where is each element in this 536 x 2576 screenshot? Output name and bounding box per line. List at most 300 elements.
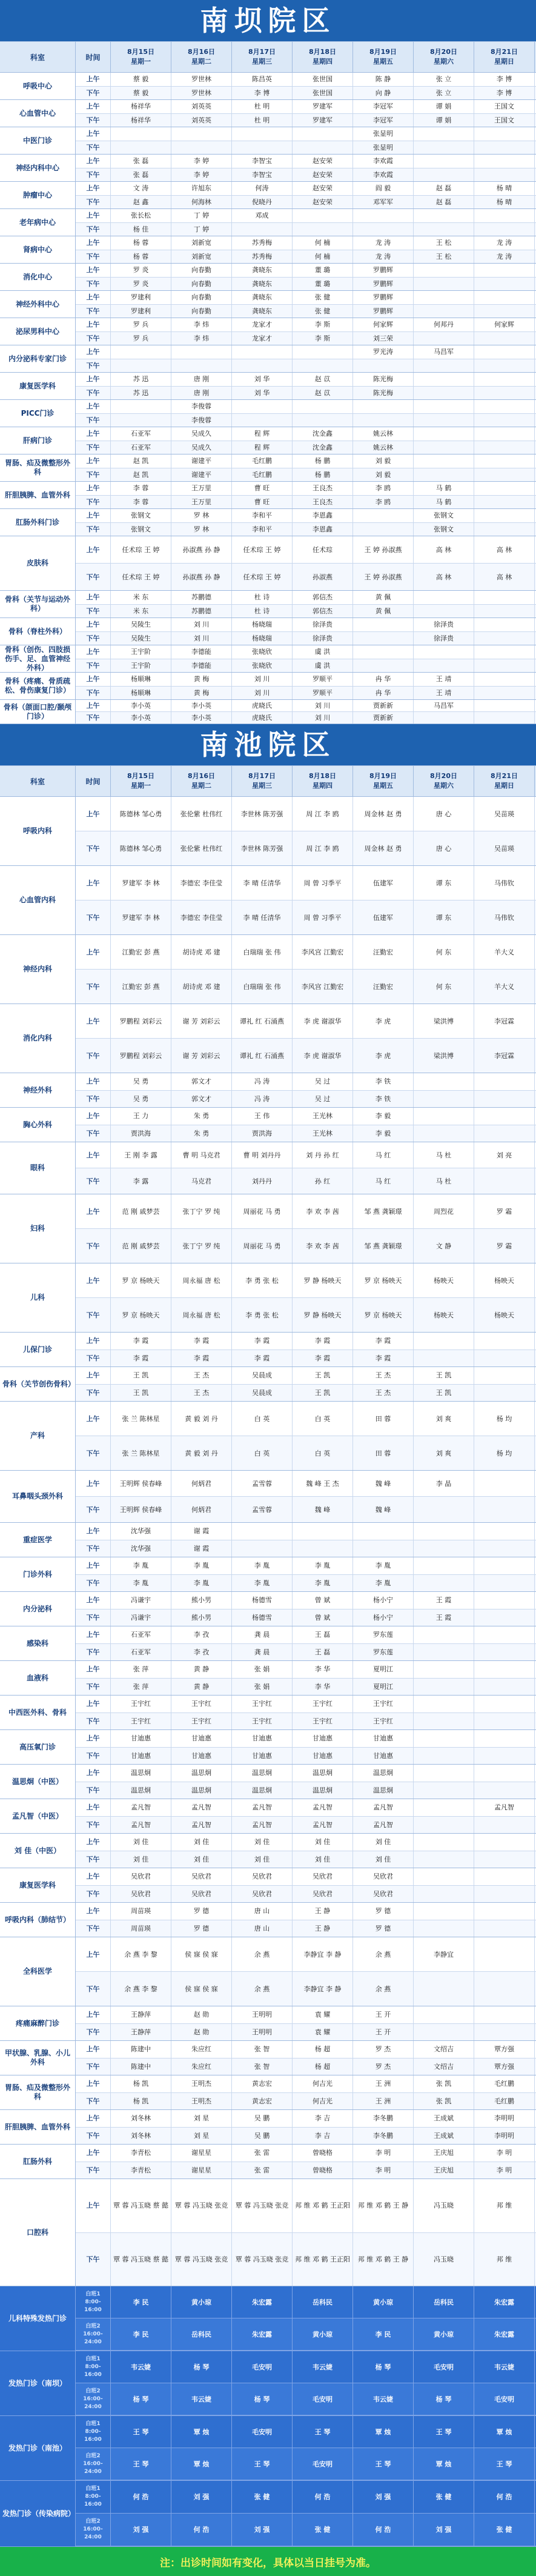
- doctor-cell[interactable]: 李 虎: [353, 1004, 414, 1038]
- doctor-cell[interactable]: 马 红: [353, 1142, 414, 1168]
- doctor-cell[interactable]: 杨映天: [474, 1298, 535, 1332]
- doctor-cell[interactable]: 唐 刚: [171, 387, 232, 400]
- doctor-cell[interactable]: 谭 东: [414, 900, 474, 934]
- doctor-cell[interactable]: 周丽花 马 勇: [232, 1229, 293, 1263]
- doctor-cell[interactable]: 王 静: [293, 1903, 353, 1920]
- doctor-cell[interactable]: 陈昌英: [232, 73, 293, 86]
- doctor-cell[interactable]: 白 英: [293, 1402, 353, 1436]
- doctor-cell[interactable]: 马 杜: [414, 1168, 474, 1194]
- doctor-cell[interactable]: 张世国: [293, 73, 353, 86]
- doctor-cell[interactable]: 王 凯: [111, 1385, 171, 1402]
- doctor-cell[interactable]: 张显明: [353, 141, 414, 155]
- doctor-cell[interactable]: 覃 烛: [353, 2416, 414, 2448]
- doctor-cell[interactable]: 王 静: [293, 1920, 353, 1937]
- doctor-cell[interactable]: 李明明: [474, 2128, 535, 2145]
- doctor-cell[interactable]: 罗 德: [171, 1903, 232, 1920]
- doctor-cell[interactable]: 阎 毅: [353, 182, 414, 195]
- doctor-cell[interactable]: 文绍吉: [414, 2058, 474, 2075]
- doctor-cell[interactable]: 岳科民: [414, 2286, 474, 2318]
- doctor-cell[interactable]: 王 开: [353, 2006, 414, 2023]
- doctor-cell[interactable]: 王静萍: [111, 2006, 171, 2023]
- doctor-cell[interactable]: 杨映天: [414, 1298, 474, 1332]
- doctor-cell[interactable]: 吴欣君: [232, 1886, 293, 1903]
- doctor-cell[interactable]: 夏明江: [353, 1679, 414, 1696]
- doctor-cell[interactable]: 曹 旺: [232, 482, 293, 495]
- doctor-cell[interactable]: 李 晶: [414, 1471, 474, 1496]
- doctor-cell[interactable]: 张伦紫 杜伟红: [171, 797, 232, 831]
- doctor-cell[interactable]: 王 霞: [414, 1592, 474, 1609]
- doctor-cell[interactable]: 李 胤: [293, 1575, 353, 1592]
- doctor-cell[interactable]: 罗世林: [171, 87, 232, 100]
- doctor-cell[interactable]: 杨 琴: [353, 2351, 414, 2383]
- doctor-cell[interactable]: 刘新宽: [171, 250, 232, 264]
- doctor-cell[interactable]: 王万里: [171, 496, 232, 509]
- doctor-cell[interactable]: 王明辉 侯春峰: [111, 1471, 171, 1496]
- doctor-cell[interactable]: 覃方强: [474, 2058, 535, 2075]
- doctor-cell[interactable]: 赵安荣: [293, 168, 353, 182]
- doctor-cell[interactable]: 谢星星: [171, 2162, 232, 2179]
- doctor-cell[interactable]: 李 霞: [353, 1350, 414, 1367]
- doctor-cell[interactable]: 陈 静: [353, 73, 414, 86]
- doctor-cell[interactable]: 孟雪蓉: [232, 1471, 293, 1496]
- doctor-cell[interactable]: 韦云婕: [111, 2351, 171, 2383]
- doctor-cell[interactable]: 李青松: [111, 2145, 171, 2162]
- doctor-cell[interactable]: 罗 林: [171, 523, 232, 536]
- doctor-cell[interactable]: 侯 寐 侯 寐: [171, 1972, 232, 2006]
- doctor-cell[interactable]: 李 民: [353, 2318, 414, 2350]
- doctor-cell[interactable]: 周 江 李 鸥: [293, 831, 353, 865]
- doctor-cell[interactable]: 贾新新: [353, 712, 414, 724]
- doctor-cell[interactable]: 孟凡智: [474, 1799, 535, 1816]
- doctor-cell[interactable]: 刘 佳: [171, 1834, 232, 1851]
- doctor-cell[interactable]: 王宇红: [171, 1696, 232, 1712]
- doctor-cell[interactable]: 甘迪惠: [232, 1748, 293, 1765]
- doctor-cell[interactable]: 罗 京 杨映天: [353, 1298, 414, 1332]
- doctor-cell[interactable]: 张 立: [414, 73, 474, 86]
- doctor-cell[interactable]: 张 雷: [232, 2145, 293, 2162]
- doctor-cell[interactable]: 王 琴: [293, 2416, 353, 2448]
- doctor-cell[interactable]: 王成斌: [414, 2128, 474, 2145]
- doctor-cell[interactable]: 李 虎 谢淑华: [293, 1039, 353, 1073]
- doctor-cell[interactable]: 张显明: [353, 127, 414, 141]
- doctor-cell[interactable]: 李俊蓉: [171, 400, 232, 413]
- doctor-cell[interactable]: 毛红鹏: [232, 454, 293, 468]
- doctor-cell[interactable]: 罗顺平: [293, 673, 353, 686]
- doctor-cell[interactable]: 任术琮 王 婷: [111, 564, 171, 590]
- doctor-cell[interactable]: 吴欣君: [293, 1886, 353, 1903]
- doctor-cell[interactable]: 李 胤: [293, 1557, 353, 1574]
- doctor-cell[interactable]: 刘 佳: [353, 1851, 414, 1868]
- doctor-cell[interactable]: 周丽花 马 勇: [232, 1194, 293, 1228]
- doctor-cell[interactable]: 何 浩: [111, 2481, 171, 2513]
- doctor-cell[interactable]: 覃 蓉 冯玉晓 张竞: [171, 2179, 232, 2232]
- doctor-cell[interactable]: 罗建军: [293, 114, 353, 127]
- doctor-cell[interactable]: 何 楠: [293, 250, 353, 264]
- doctor-cell[interactable]: 吴欣君: [111, 1868, 171, 1885]
- doctor-cell[interactable]: 毛安明: [232, 2416, 293, 2448]
- doctor-cell[interactable]: 苏 迅: [111, 387, 171, 400]
- doctor-cell[interactable]: 伍建军: [353, 866, 414, 900]
- doctor-cell[interactable]: 李 霞: [353, 1333, 414, 1350]
- doctor-cell[interactable]: 朱应红: [171, 2058, 232, 2075]
- doctor-cell[interactable]: 孟凡智: [232, 1817, 293, 1834]
- doctor-cell[interactable]: 罗建军 李 林: [111, 866, 171, 900]
- doctor-cell[interactable]: 杨小宁: [353, 1592, 414, 1609]
- doctor-cell[interactable]: 黄 静: [171, 1661, 232, 1678]
- doctor-cell[interactable]: 沈华强: [111, 1540, 171, 1557]
- doctor-cell[interactable]: 甘迪惠: [353, 1730, 414, 1747]
- doctor-cell[interactable]: 徐泽贵: [414, 632, 474, 645]
- doctor-cell[interactable]: 张晓欣: [232, 659, 293, 673]
- doctor-cell[interactable]: 刘 川: [232, 687, 293, 700]
- doctor-cell[interactable]: 张 凯: [414, 2075, 474, 2092]
- doctor-cell[interactable]: 张 健: [293, 291, 353, 304]
- doctor-cell[interactable]: 刘 佳: [111, 1834, 171, 1851]
- doctor-cell[interactable]: 罗鹏程 刘彩云: [111, 1039, 171, 1073]
- doctor-cell[interactable]: 苏 迅: [111, 373, 171, 386]
- doctor-cell[interactable]: 吴欣君: [293, 1868, 353, 1885]
- doctor-cell[interactable]: 孟凡智: [293, 1817, 353, 1834]
- doctor-cell[interactable]: 谭 东: [414, 866, 474, 900]
- doctor-cell[interactable]: 李 胤: [232, 1557, 293, 1574]
- doctor-cell[interactable]: 唐 心: [414, 797, 474, 831]
- doctor-cell[interactable]: 郭信杰: [293, 605, 353, 618]
- doctor-cell[interactable]: 虞 洪: [293, 659, 353, 673]
- doctor-cell[interactable]: 李 胤: [171, 1575, 232, 1592]
- doctor-cell[interactable]: 何 东: [414, 970, 474, 1003]
- doctor-cell[interactable]: 周 曾 习季平: [293, 866, 353, 900]
- doctor-cell[interactable]: 王宇红: [293, 1713, 353, 1730]
- doctor-cell[interactable]: 赵安荣: [293, 196, 353, 209]
- doctor-cell[interactable]: 刘 佳: [293, 1834, 353, 1851]
- doctor-cell[interactable]: 李世林 陈芳强: [232, 831, 293, 865]
- doctor-cell[interactable]: 邹 燕 龚颖璟: [353, 1194, 414, 1228]
- doctor-cell[interactable]: 李 霞: [111, 1333, 171, 1350]
- doctor-cell[interactable]: 赵 苡: [293, 387, 353, 400]
- doctor-cell[interactable]: 李 霞: [111, 1350, 171, 1367]
- doctor-cell[interactable]: 李风宫 江勤宏: [293, 970, 353, 1003]
- doctor-cell[interactable]: 王 凯: [293, 1385, 353, 1402]
- doctor-cell[interactable]: 张 娟: [232, 1679, 293, 1696]
- doctor-cell[interactable]: 李冬鹏: [353, 2128, 414, 2145]
- doctor-cell[interactable]: 王明明: [232, 2024, 293, 2041]
- doctor-cell[interactable]: 李冠军: [353, 100, 414, 113]
- doctor-cell[interactable]: 张 健: [293, 305, 353, 318]
- doctor-cell[interactable]: 马伟钦: [474, 900, 535, 934]
- doctor-cell[interactable]: 李 欢 李 茜: [293, 1194, 353, 1228]
- doctor-cell[interactable]: 李 婷: [171, 168, 232, 182]
- doctor-cell[interactable]: 罗 兵: [111, 318, 171, 331]
- doctor-cell[interactable]: 李德能: [171, 659, 232, 673]
- doctor-cell[interactable]: 罗 德: [353, 1903, 414, 1920]
- doctor-cell[interactable]: 刘 强: [111, 2514, 171, 2546]
- doctor-cell[interactable]: 何涛: [232, 182, 293, 195]
- doctor-cell[interactable]: 李智宝: [232, 168, 293, 182]
- doctor-cell[interactable]: 文 静: [414, 1229, 474, 1263]
- doctor-cell[interactable]: 谢 芳 刘彩云: [171, 1004, 232, 1038]
- doctor-cell[interactable]: 魏 峰: [353, 1471, 414, 1496]
- doctor-cell[interactable]: 白瑞瑞 张 伟: [232, 970, 293, 1003]
- doctor-cell[interactable]: 龚晓东: [232, 278, 293, 291]
- doctor-cell[interactable]: 杨 鹏: [293, 468, 353, 482]
- doctor-cell[interactable]: 李冠霖: [474, 1004, 535, 1038]
- doctor-cell[interactable]: 刘 强: [414, 2514, 474, 2546]
- doctor-cell[interactable]: 苏秀梅: [232, 250, 293, 264]
- doctor-cell[interactable]: 冯 涛: [232, 1073, 293, 1090]
- doctor-cell[interactable]: 谢建平: [171, 454, 232, 468]
- doctor-cell[interactable]: 王 凯: [414, 1367, 474, 1384]
- doctor-cell[interactable]: 甘迪惠: [111, 1748, 171, 1765]
- doctor-cell[interactable]: 罗 静 杨映天: [293, 1298, 353, 1332]
- doctor-cell[interactable]: 孟雪蓉: [232, 1497, 293, 1522]
- doctor-cell[interactable]: 胡诗虎 邓 建: [171, 935, 232, 969]
- doctor-cell[interactable]: 王 琴: [111, 2448, 171, 2480]
- doctor-cell[interactable]: 李 明: [474, 2162, 535, 2179]
- doctor-cell[interactable]: 周永福 唐 松: [171, 1298, 232, 1332]
- doctor-cell[interactable]: 李 鸥: [353, 496, 414, 509]
- doctor-cell[interactable]: 朱宏露: [232, 2318, 293, 2350]
- doctor-cell[interactable]: 李和平: [232, 523, 293, 536]
- doctor-cell[interactable]: 毛安明: [293, 2448, 353, 2480]
- doctor-cell[interactable]: 石亚军: [111, 441, 171, 454]
- doctor-cell[interactable]: 余 燕 李 黎: [111, 1972, 171, 2006]
- doctor-cell[interactable]: 李 胤: [353, 1557, 414, 1574]
- doctor-cell[interactable]: 何 浩: [171, 2514, 232, 2546]
- doctor-cell[interactable]: 张 萍: [111, 1661, 171, 1678]
- doctor-cell[interactable]: 沈金鑫: [293, 441, 353, 454]
- doctor-cell[interactable]: 王 琴: [414, 2416, 474, 2448]
- doctor-cell[interactable]: 李欢霞: [353, 155, 414, 168]
- doctor-cell[interactable]: 余 燕: [232, 1937, 293, 1971]
- doctor-cell[interactable]: 赵安荣: [293, 155, 353, 168]
- doctor-cell[interactable]: 刘 强: [171, 2481, 232, 2513]
- doctor-cell[interactable]: 李 博: [474, 87, 535, 100]
- doctor-cell[interactable]: 温思炯: [171, 1765, 232, 1782]
- doctor-cell[interactable]: 黄 佩: [353, 605, 414, 618]
- doctor-cell[interactable]: 向春勤: [171, 291, 232, 304]
- doctor-cell[interactable]: 甘迪惠: [171, 1748, 232, 1765]
- doctor-cell[interactable]: 张丁宁 罗 纯: [171, 1194, 232, 1228]
- doctor-cell[interactable]: 米 东: [111, 591, 171, 604]
- doctor-cell[interactable]: 李 炜: [171, 318, 232, 331]
- doctor-cell[interactable]: 谢 芳 刘彩云: [171, 1039, 232, 1073]
- doctor-cell[interactable]: 李 毅: [353, 1108, 414, 1125]
- doctor-cell[interactable]: 甘迪惠: [232, 1730, 293, 1747]
- doctor-cell[interactable]: 杨 琴: [232, 2383, 293, 2415]
- doctor-cell[interactable]: 杨 蓉: [111, 236, 171, 250]
- doctor-cell[interactable]: 曹 明 马克君: [171, 1142, 232, 1168]
- doctor-cell[interactable]: 罗鹏辉: [353, 291, 414, 304]
- doctor-cell[interactable]: 李 霞: [232, 1350, 293, 1367]
- doctor-cell[interactable]: 张 智: [232, 2041, 293, 2058]
- doctor-cell[interactable]: 张 萍: [111, 1679, 171, 1696]
- doctor-cell[interactable]: 李冬鹏: [353, 2110, 414, 2127]
- doctor-cell[interactable]: 李 婷: [171, 155, 232, 168]
- doctor-cell[interactable]: 赵 勋: [171, 2006, 232, 2023]
- doctor-cell[interactable]: 杨 佳: [111, 223, 171, 236]
- doctor-cell[interactable]: 王光林: [293, 1108, 353, 1125]
- doctor-cell[interactable]: 吴 勇: [111, 1073, 171, 1090]
- doctor-cell[interactable]: 汪勤宏: [353, 970, 414, 1003]
- doctor-cell[interactable]: 赵 鑫: [111, 196, 171, 209]
- doctor-cell[interactable]: 余 燕 李 黎: [111, 1937, 171, 1971]
- doctor-cell[interactable]: 李 民: [111, 2286, 171, 2318]
- doctor-cell[interactable]: 李静宜 李 静: [293, 1937, 353, 1971]
- doctor-cell[interactable]: 石亚军: [111, 1644, 171, 1661]
- doctor-cell[interactable]: 王 杰: [171, 1367, 232, 1384]
- doctor-cell[interactable]: 龚 晨: [232, 1626, 293, 1643]
- doctor-cell[interactable]: 刘 爽: [414, 1436, 474, 1470]
- doctor-cell[interactable]: 刘 毅: [353, 454, 414, 468]
- doctor-cell[interactable]: 张晓欣: [232, 645, 293, 659]
- doctor-cell[interactable]: 赵 凯: [111, 454, 171, 468]
- doctor-cell[interactable]: 何海林: [171, 196, 232, 209]
- doctor-cell[interactable]: 黄 梅: [171, 673, 232, 686]
- doctor-cell[interactable]: 黄小琼: [353, 2286, 414, 2318]
- doctor-cell[interactable]: 刘冬林: [111, 2110, 171, 2127]
- doctor-cell[interactable]: 邦 维 邓 鹤 王 静: [353, 2179, 414, 2232]
- doctor-cell[interactable]: 邓成: [232, 209, 293, 222]
- doctor-cell[interactable]: 倪晓丹: [232, 196, 293, 209]
- doctor-cell[interactable]: 李德宏 李佳莹: [171, 900, 232, 934]
- doctor-cell[interactable]: 陈光梅: [353, 373, 414, 386]
- doctor-cell[interactable]: 何 浩: [474, 2481, 535, 2513]
- doctor-cell[interactable]: 李 华: [293, 1661, 353, 1678]
- doctor-cell[interactable]: 刘 川: [293, 712, 353, 724]
- doctor-cell[interactable]: 刘 星: [171, 2128, 232, 2145]
- doctor-cell[interactable]: 刘 川: [171, 618, 232, 631]
- doctor-cell[interactable]: 黄 静: [171, 1679, 232, 1696]
- doctor-cell[interactable]: 周苗瑛: [111, 1920, 171, 1937]
- doctor-cell[interactable]: 李 胤: [171, 1557, 232, 1574]
- doctor-cell[interactable]: 黄志宏: [232, 2093, 293, 2110]
- doctor-cell[interactable]: 李 勇 张 松: [232, 1298, 293, 1332]
- doctor-cell[interactable]: 吴欣君: [232, 1868, 293, 1885]
- doctor-cell[interactable]: 王光林: [293, 1125, 353, 1142]
- doctor-cell[interactable]: 李 勇 张 松: [232, 1263, 293, 1297]
- doctor-cell[interactable]: 苏鹏德: [171, 591, 232, 604]
- doctor-cell[interactable]: 毛安明: [293, 2383, 353, 2415]
- doctor-cell[interactable]: 梁洪博: [414, 1004, 474, 1038]
- doctor-cell[interactable]: 李 毅: [353, 1125, 414, 1142]
- doctor-cell[interactable]: 罗建军 李 林: [111, 900, 171, 934]
- doctor-cell[interactable]: 孟凡智: [171, 1817, 232, 1834]
- doctor-cell[interactable]: 刘新宽: [171, 236, 232, 250]
- doctor-cell[interactable]: 王庆旭: [414, 2145, 474, 2162]
- doctor-cell[interactable]: 王 杰: [171, 1385, 232, 1402]
- doctor-cell[interactable]: 王万里: [171, 482, 232, 495]
- doctor-cell[interactable]: 龙 涛: [474, 236, 535, 250]
- doctor-cell[interactable]: 黄 毅 刘 丹: [171, 1436, 232, 1470]
- doctor-cell[interactable]: 苏鹏德: [171, 605, 232, 618]
- doctor-cell[interactable]: 韦云婕: [171, 2383, 232, 2415]
- doctor-cell[interactable]: 王 琴: [111, 2416, 171, 2448]
- doctor-cell[interactable]: 余 燕: [353, 1972, 414, 2006]
- doctor-cell[interactable]: 张钢文: [111, 523, 171, 536]
- doctor-cell[interactable]: 李 孜: [171, 1644, 232, 1661]
- doctor-cell[interactable]: 任术琮 王 婷: [111, 536, 171, 563]
- doctor-cell[interactable]: 温思炯: [232, 1765, 293, 1782]
- doctor-cell[interactable]: 李小英: [111, 712, 171, 724]
- doctor-cell[interactable]: 刘 强: [353, 2481, 414, 2513]
- doctor-cell[interactable]: 向春勤: [171, 305, 232, 318]
- doctor-cell[interactable]: 张 健: [474, 2514, 535, 2546]
- doctor-cell[interactable]: 姚云林: [353, 441, 414, 454]
- doctor-cell[interactable]: 杨顺琳: [111, 687, 171, 700]
- doctor-cell[interactable]: 吴陵生: [111, 618, 171, 631]
- doctor-cell[interactable]: 李 露: [111, 1168, 171, 1194]
- doctor-cell[interactable]: 李 铁: [353, 1073, 414, 1090]
- doctor-cell[interactable]: 龚晓东: [232, 264, 293, 277]
- doctor-cell[interactable]: 甘迪惠: [293, 1730, 353, 1747]
- doctor-cell[interactable]: 朱宏露: [474, 2318, 535, 2350]
- doctor-cell[interactable]: 文绍吉: [414, 2041, 474, 2058]
- doctor-cell[interactable]: 杨德雪: [232, 1592, 293, 1609]
- doctor-cell[interactable]: 李 明: [353, 2145, 414, 2162]
- doctor-cell[interactable]: 赵 勋: [171, 2024, 232, 2041]
- doctor-cell[interactable]: 冉 华: [353, 673, 414, 686]
- doctor-cell[interactable]: 王 琴: [232, 2448, 293, 2480]
- doctor-cell[interactable]: 罗 杰: [353, 2058, 414, 2075]
- doctor-cell[interactable]: 赵安荣: [293, 182, 353, 195]
- doctor-cell[interactable]: 吴 鹏: [232, 2110, 293, 2127]
- doctor-cell[interactable]: 马昌军: [414, 700, 474, 711]
- doctor-cell[interactable]: 马 红: [353, 1168, 414, 1194]
- doctor-cell[interactable]: 李 吉: [293, 2128, 353, 2145]
- doctor-cell[interactable]: 李 胤: [111, 1575, 171, 1592]
- doctor-cell[interactable]: 何家辉: [353, 318, 414, 331]
- doctor-cell[interactable]: 程 辉: [232, 427, 293, 441]
- doctor-cell[interactable]: 张钢文: [414, 509, 474, 522]
- doctor-cell[interactable]: 范 刚 戚梦芸: [111, 1229, 171, 1263]
- doctor-cell[interactable]: 李 霞: [171, 1333, 232, 1350]
- doctor-cell[interactable]: 王良杰: [293, 496, 353, 509]
- doctor-cell[interactable]: 何炳君: [171, 1471, 232, 1496]
- doctor-cell[interactable]: 甘迪惠: [353, 1748, 414, 1765]
- doctor-cell[interactable]: 张伦紫 杜伟红: [171, 831, 232, 865]
- doctor-cell[interactable]: 孟凡智: [293, 1799, 353, 1816]
- doctor-cell[interactable]: 刘英英: [171, 114, 232, 127]
- doctor-cell[interactable]: 李 斯: [293, 318, 353, 331]
- doctor-cell[interactable]: 吴苗瑛: [474, 831, 535, 865]
- doctor-cell[interactable]: 覃 蓉 冯玉晓 蔡 懿: [111, 2179, 171, 2232]
- doctor-cell[interactable]: 温思炯: [353, 1782, 414, 1799]
- doctor-cell[interactable]: 邦 维: [474, 2233, 535, 2286]
- doctor-cell[interactable]: 冯玉晓: [414, 2233, 474, 2286]
- doctor-cell[interactable]: 刘 亮: [474, 1142, 535, 1168]
- doctor-cell[interactable]: 杨 琴: [414, 2383, 474, 2415]
- doctor-cell[interactable]: 杨小宁: [353, 1609, 414, 1626]
- doctor-cell[interactable]: 王宇阶: [111, 645, 171, 659]
- doctor-cell[interactable]: 龚晓东: [232, 291, 293, 304]
- doctor-cell[interactable]: 罗鹏辉: [353, 264, 414, 277]
- doctor-cell[interactable]: 李 霞: [171, 1350, 232, 1367]
- doctor-cell[interactable]: 刘 星: [171, 2110, 232, 2127]
- doctor-cell[interactable]: 李德能: [171, 645, 232, 659]
- doctor-cell[interactable]: 杨 琴: [171, 2351, 232, 2383]
- doctor-cell[interactable]: 刘 川: [171, 632, 232, 645]
- doctor-cell[interactable]: 王 婷 孙淑燕: [353, 536, 414, 563]
- doctor-cell[interactable]: 龚 晨: [232, 1644, 293, 1661]
- doctor-cell[interactable]: 曹 明 刘丹丹: [232, 1142, 293, 1168]
- doctor-cell[interactable]: 徐泽贵: [293, 632, 353, 645]
- doctor-cell[interactable]: 罗 炎: [111, 278, 171, 291]
- doctor-cell[interactable]: 高 林: [474, 536, 535, 563]
- doctor-cell[interactable]: 张 健: [414, 2481, 474, 2513]
- doctor-cell[interactable]: 邦 维 邓 鹤 王 静: [353, 2233, 414, 2286]
- doctor-cell[interactable]: 杨德雪: [232, 1609, 293, 1626]
- doctor-cell[interactable]: 王 磊: [293, 1626, 353, 1643]
